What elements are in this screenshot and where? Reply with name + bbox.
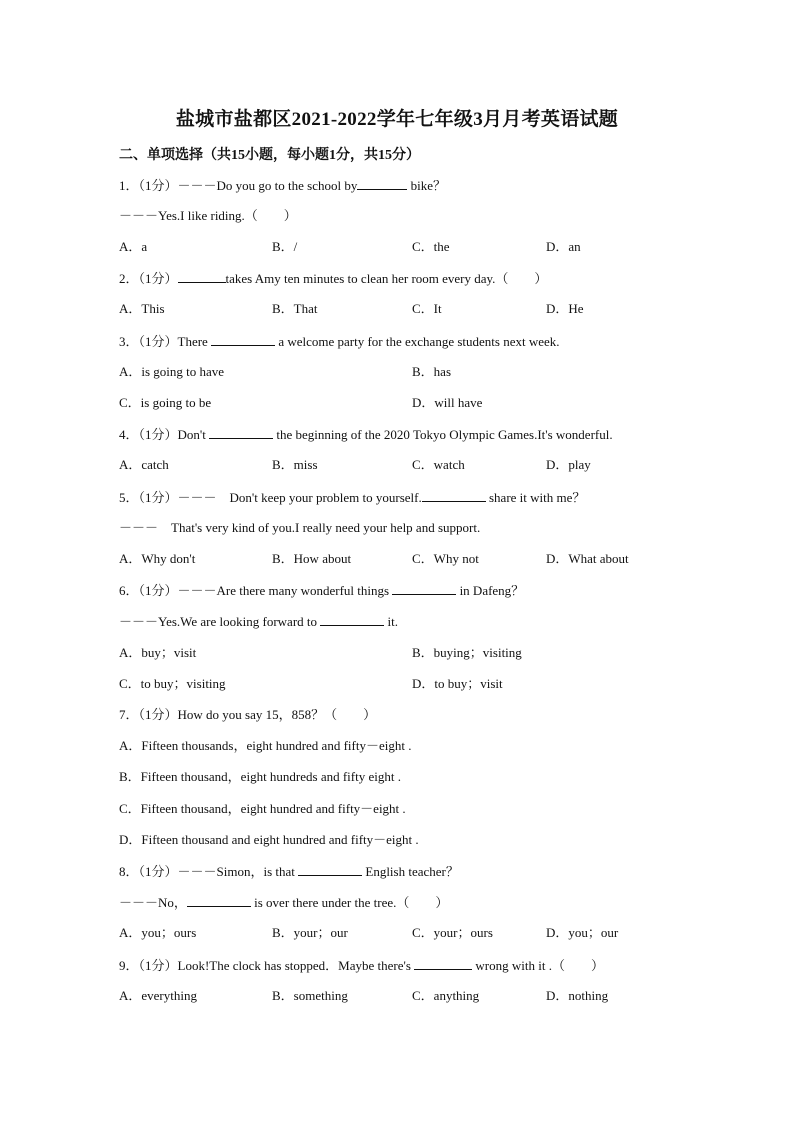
option-b[interactable]: B．has: [412, 364, 452, 379]
option-a[interactable]: A．This: [119, 301, 165, 316]
answer-blank: [187, 893, 251, 907]
option-c[interactable]: C．is going to be: [119, 395, 212, 410]
option-a[interactable]: A．Fifteen thousands，eight hundred and fifty－eight .: [119, 738, 412, 753]
question-6-stem: 6．（1分）－－－Are there many wonderful things in Dafeng？: [119, 583, 525, 598]
answer-blank: [211, 332, 275, 346]
question-5-options: [119, 550, 679, 568]
option-c[interactable]: C．Why not: [412, 551, 479, 566]
option-d[interactable]: D．an: [546, 239, 581, 254]
answer-blank: [414, 956, 472, 970]
option-a[interactable]: A．everything: [119, 988, 197, 1003]
option-b[interactable]: B．That: [272, 301, 318, 316]
option-b[interactable]: B．How about: [272, 551, 352, 566]
option-d[interactable]: D．you；our: [546, 925, 619, 940]
option-c[interactable]: C．It: [412, 301, 442, 316]
question-2-options: [119, 300, 679, 318]
question-3-options-row2: [119, 394, 679, 412]
page-title: 盐城市盐都区2021-2022学年七年级3月月考英语试题: [175, 109, 619, 130]
option-a[interactable]: A．buy；visit: [119, 645, 197, 660]
option-a[interactable]: A．catch: [119, 457, 169, 472]
option-d[interactable]: D．will have: [412, 395, 483, 410]
question-2-stem: 2．（1分） takes Amy ten minutes to clean her room every day.（ ）: [119, 271, 548, 286]
option-a[interactable]: A．you；ours: [119, 925, 197, 940]
option-c[interactable]: C．anything: [412, 988, 480, 1003]
question-7-stem: 7．（1分）How do you say 15，858？（ ）: [119, 707, 377, 722]
question-6-reply: －－－Yes.We are looking forward to it.: [119, 614, 398, 629]
answer-blank: [422, 488, 486, 502]
answer-blank: [392, 581, 456, 595]
option-c[interactable]: C．Fifteen thousand，eight hundred and fifty－eight .: [119, 801, 406, 816]
question-4-stem: 4．（1分）Don't the beginning of the 2020 Tokyo Olympic Games.It's wonderful.: [119, 427, 613, 442]
option-b[interactable]: B．your；our: [272, 925, 348, 940]
answer-blank: [357, 176, 407, 190]
option-a[interactable]: A．is going to have: [119, 364, 225, 379]
answer-blank: [320, 612, 384, 626]
question-4-options: [119, 456, 679, 474]
question-9-stem: 9．（1分）Look!The clock has stopped．Maybe there's wrong with it .（ ）: [119, 958, 604, 973]
section-heading: 二、单项选择（共15小题，每小题1分，共15分）: [119, 148, 420, 163]
option-c[interactable]: C．the: [412, 239, 450, 254]
question-5-reply: －－－ That's very kind of you.I really need your help and support.: [119, 520, 481, 535]
answer-blank: [209, 425, 273, 439]
option-b[interactable]: B．miss: [272, 457, 318, 472]
question-1-stem: 1．（1分）－－－Do you go to the school by bike？: [119, 178, 446, 193]
option-c[interactable]: C．your；ours: [412, 925, 493, 940]
option-b[interactable]: B．buying；visiting: [412, 645, 522, 660]
option-b[interactable]: B．something: [272, 988, 348, 1003]
question-3-options-row1: [119, 363, 679, 381]
question-1-options: [119, 238, 679, 256]
option-d[interactable]: D．What about: [546, 551, 629, 566]
option-a[interactable]: A．a: [119, 239, 148, 254]
question-6-options-row2: [119, 675, 679, 693]
option-d[interactable]: D．to buy；visit: [412, 676, 503, 691]
question-8-options: [119, 924, 679, 942]
option-d[interactable]: D．nothing: [546, 988, 609, 1003]
option-b[interactable]: B．/: [272, 239, 298, 254]
question-1-reply: －－－Yes.I like riding.（ ）: [119, 208, 297, 223]
option-c[interactable]: C．watch: [412, 457, 465, 472]
option-d[interactable]: D．He: [546, 301, 584, 316]
answer-blank: [298, 862, 362, 876]
question-6-options-row1: [119, 644, 679, 662]
question-8-stem: 8．（1分）－－－Simon，is that English teacher？: [119, 864, 459, 879]
question-8-reply: －－－No， is over there under the tree.（ ）: [119, 895, 449, 910]
option-d[interactable]: D．play: [546, 457, 591, 472]
option-c[interactable]: C．to buy；visiting: [119, 676, 226, 691]
answer-blank: [178, 269, 226, 283]
question-3-stem: 3．（1分）There a welcome party for the exchange students next week.: [119, 334, 560, 349]
option-b[interactable]: B．Fifteen thousand，eight hundreds and fifty eight .: [119, 769, 401, 784]
question-9-options: [119, 987, 679, 1005]
option-a[interactable]: A．Why don't: [119, 551, 196, 566]
option-d[interactable]: D．Fifteen thousand and eight hundred and fifty－eight .: [119, 832, 419, 847]
question-5-stem: 5．（1分）－－－ Don't keep your problem to yourself. share it with me？: [119, 490, 586, 505]
